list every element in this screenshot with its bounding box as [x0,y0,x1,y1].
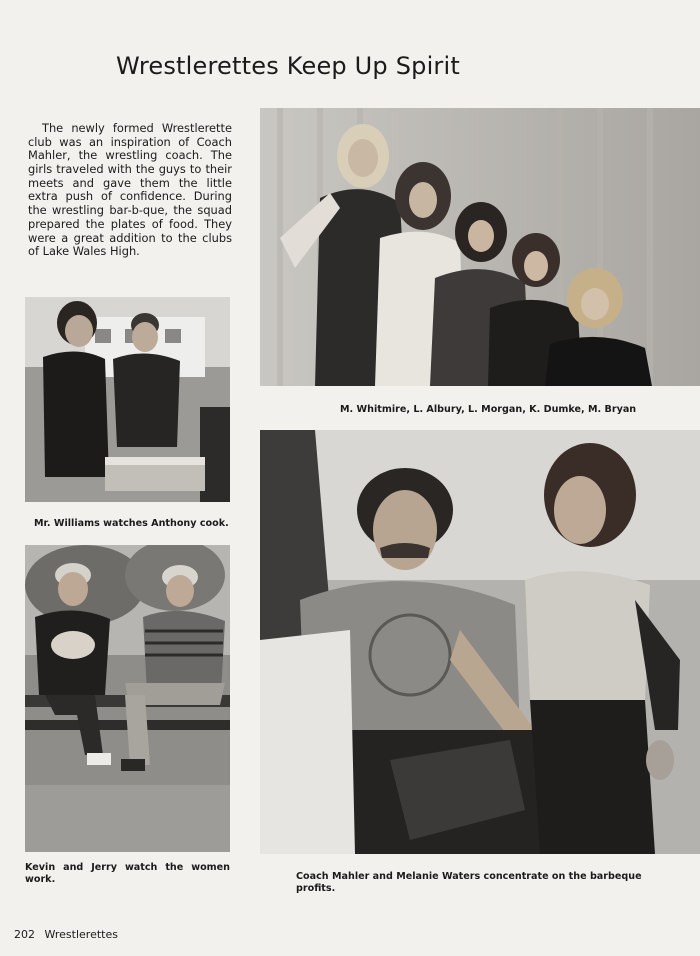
intro-paragraph: The newly formed Wrestlerette club was an inspiration of Coach Mahler, the wrestling coach. The girls traveled with the guys to their meets and gave them the little extra push of confidence. During the wrestling bar-b-que, the squad prepared the plates of food. They were a great addition to the clubs of Lake Wales High. [28,121,232,259]
bench-photo [25,545,230,852]
coach-caption: Coach Mahler and Melanie Waters concentrate on the barbeque profits. [296,871,642,895]
cooking-photo [25,297,230,502]
bench-caption: Kevin and Jerry watch the women work. [25,862,230,886]
squad-caption: M. Whitmire, L. Albury, L. Morgan, K. Dumke, M. Bryan [340,404,637,415]
page-title: Wrestlerettes Keep Up Spirit [116,52,460,80]
squad-photo [260,108,700,386]
section-name: Wrestlerettes [44,928,118,941]
cooking-caption: Mr. Williams watches Anthony cook. [34,518,229,529]
page-number: 202 [14,928,35,941]
page-footer [14,928,124,941]
coach-photo [260,430,700,854]
